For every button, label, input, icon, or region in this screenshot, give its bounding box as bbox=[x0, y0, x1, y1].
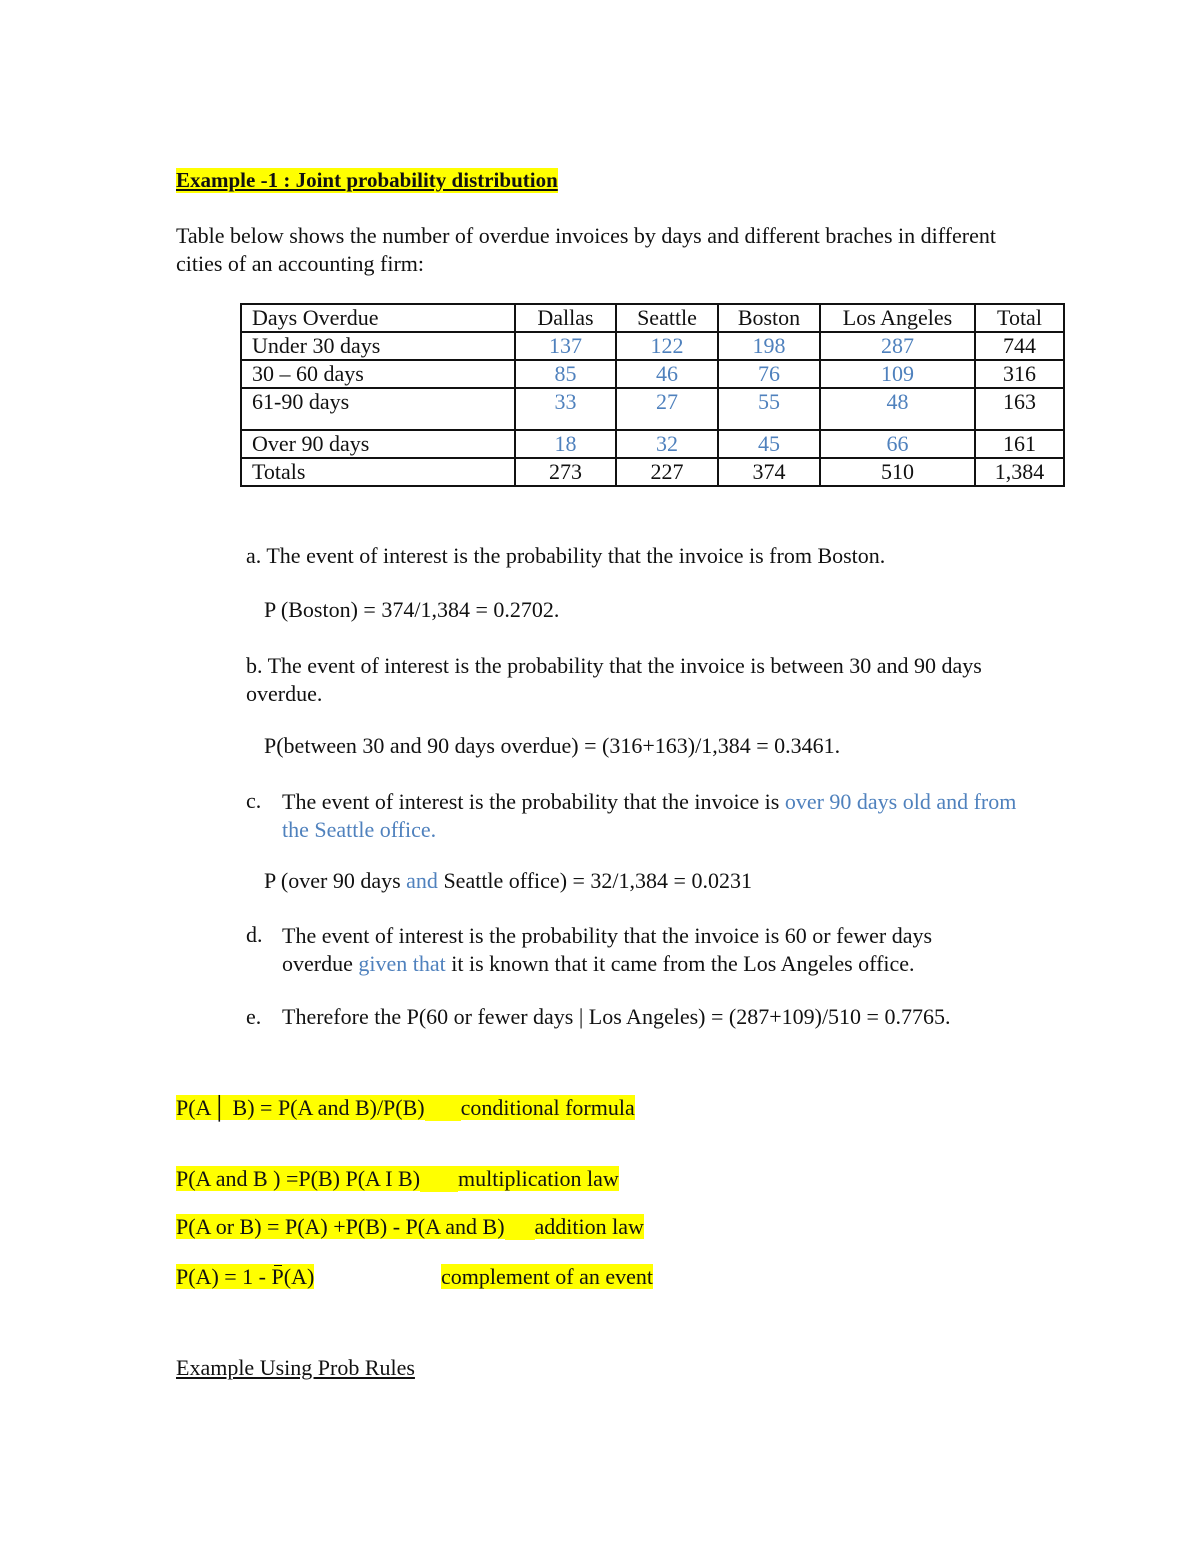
table-cell: 66 bbox=[820, 430, 975, 458]
row-total: 161 bbox=[975, 430, 1064, 458]
row-label: 30 – 60 days bbox=[241, 360, 515, 388]
item-b-calc: P(between 30 and 90 days overdue) = (316+163)/1,384 = 0.3461. bbox=[264, 733, 841, 758]
item-a-calc: P (Boston) = 374/1,384 = 0.2702. bbox=[264, 597, 560, 622]
item-c-marker: c. bbox=[246, 788, 262, 813]
row-label: Over 90 days bbox=[241, 430, 515, 458]
item-c-calc-and: and bbox=[406, 868, 438, 893]
rule-formula-bar: P bbox=[271, 1264, 284, 1289]
rule-name: complement of an event bbox=[441, 1264, 653, 1289]
rule-complement bbox=[176, 1264, 314, 1290]
rule-formula: P(A or B) = P(A) +P(B) - P(A and B) bbox=[176, 1214, 505, 1239]
table-cell: 46 bbox=[616, 360, 718, 388]
table-row bbox=[241, 388, 1064, 430]
item-c-text-main: The event of interest is the probability that the invoice is bbox=[282, 789, 785, 814]
column-total: 510 bbox=[820, 458, 975, 486]
table-cell: 27 bbox=[616, 388, 718, 430]
rule-formula bbox=[176, 1264, 314, 1289]
item-d-text-emphasis: given that bbox=[358, 951, 446, 976]
table-cell: 287 bbox=[820, 332, 975, 360]
rule-formula-pre: P(A) = 1 - bbox=[176, 1264, 272, 1289]
rule-multiplication bbox=[176, 1166, 619, 1192]
row-total: 744 bbox=[975, 332, 1064, 360]
item-d-text bbox=[282, 922, 1002, 978]
row-label: Totals bbox=[241, 458, 515, 486]
header-dallas: Dallas bbox=[515, 304, 616, 332]
row-label: 61-90 days bbox=[241, 388, 515, 430]
header-boston: Boston bbox=[718, 304, 820, 332]
table-cell: 122 bbox=[616, 332, 718, 360]
item-a-text: a. The event of interest is the probability that the invoice is from Boston. bbox=[246, 543, 886, 568]
item-c-calc-post: Seattle office) = 32/1,384 = 0.0231 bbox=[437, 868, 752, 893]
column-total: 273 bbox=[515, 458, 616, 486]
table-header-row bbox=[241, 304, 1064, 332]
item-d-text-post: it is known that it came from the Los Angeles office. bbox=[445, 951, 915, 976]
item-c-calc bbox=[264, 868, 752, 894]
table-cell: 109 bbox=[820, 360, 975, 388]
page-title: Example -1 : Joint probability distribution bbox=[176, 168, 558, 192]
column-total: 374 bbox=[718, 458, 820, 486]
header-los-angeles: Los Angeles bbox=[820, 304, 975, 332]
table-cell: 55 bbox=[718, 388, 820, 430]
row-total: 163 bbox=[975, 388, 1064, 430]
totals-row bbox=[241, 458, 1064, 486]
example-title: Example Using Prob Rules bbox=[176, 1355, 415, 1380]
rule-complement-name bbox=[441, 1264, 653, 1290]
item-d-marker: d. bbox=[246, 922, 263, 947]
table-cell: 85 bbox=[515, 360, 616, 388]
table-row bbox=[241, 360, 1064, 388]
rule-name: multiplication law bbox=[458, 1166, 619, 1191]
item-d-text-pre: The event of interest is the probability that the invoice is 60 or fewer days overdue bbox=[282, 923, 933, 976]
overdue-invoices-table bbox=[240, 303, 1065, 487]
item-e-text: Therefore the P(60 or fewer days | Los Angeles) = (287+109)/510 = 0.7765. bbox=[282, 1004, 951, 1029]
intro-paragraph: Table below shows the number of overdue invoices by days and different braches in different cities of an accounting firm: bbox=[176, 223, 996, 276]
table-row bbox=[241, 430, 1064, 458]
rule-name: conditional formula bbox=[460, 1095, 635, 1120]
item-c-text bbox=[282, 788, 1032, 844]
header-total: Total bbox=[975, 304, 1064, 332]
rule-name: addition law bbox=[534, 1214, 644, 1239]
item-b-text: b. The event of interest is the probability that the invoice is between 30 and 90 days overdue. bbox=[246, 653, 982, 706]
table-cell: 18 bbox=[515, 430, 616, 458]
item-c-text-emphasis: over 90 days old and from the Seattle office. bbox=[282, 789, 1017, 842]
table-cell: 45 bbox=[718, 430, 820, 458]
column-total: 227 bbox=[616, 458, 718, 486]
header-days-overdue: Days Overdue bbox=[241, 304, 515, 332]
item-e-marker: e. bbox=[246, 1004, 262, 1029]
row-label: Under 30 days bbox=[241, 332, 515, 360]
rule-conditional bbox=[176, 1095, 635, 1121]
table-cell: 76 bbox=[718, 360, 820, 388]
row-total: 316 bbox=[975, 360, 1064, 388]
table-cell: 198 bbox=[718, 332, 820, 360]
table-cell: 48 bbox=[820, 388, 975, 430]
table-cell: 137 bbox=[515, 332, 616, 360]
table-cell: 33 bbox=[515, 388, 616, 430]
item-c-calc-pre: P (over 90 days bbox=[264, 868, 407, 893]
header-seattle: Seattle bbox=[616, 304, 718, 332]
table-cell: 32 bbox=[616, 430, 718, 458]
rule-addition bbox=[176, 1214, 644, 1240]
rule-formula: P(A and B ) =P(B) P(A I B) bbox=[176, 1166, 421, 1191]
rule-formula: P(A│ B) = P(A and B)/P(B) bbox=[176, 1095, 425, 1120]
rule-formula-post: (A) bbox=[283, 1264, 315, 1289]
grand-total: 1,384 bbox=[975, 458, 1064, 486]
table-row bbox=[241, 332, 1064, 360]
